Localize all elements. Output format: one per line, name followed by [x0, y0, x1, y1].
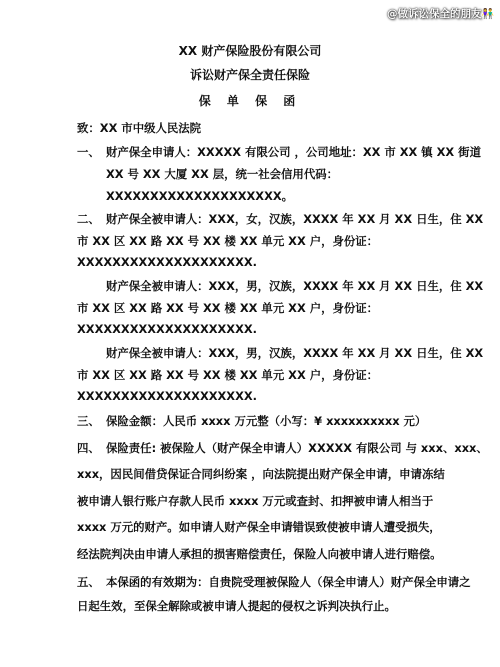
section-line: 保险责任: 被保险人（财产保全申请人）XXXXX 有限公司 与 xxx、xxx、: [106, 441, 488, 455]
section-number: 四、: [77, 441, 100, 455]
section-line: XXXXXXXXXXXXXXXXXXXX.: [77, 389, 257, 403]
insurance-product: 诉讼财产保全责任保险: [189, 68, 310, 82]
watermark-text: @做诉讼保全的朋友: [387, 8, 482, 20]
watermark: [387, 6, 494, 21]
section-line: 财产保全被申请人：XXX，男，汉族，XXXX 年 XX 月 XX 日生，住 XX: [106, 346, 484, 360]
section-line: XXXXXXXXXXXXXXXXXXXX.: [77, 322, 257, 336]
section-line: 财产保全申请人：XXXXX 有限公司 ，公司地址：XX 市 XX 镇 XX 街道: [106, 145, 481, 159]
section-line: 被申请人银行账户存款人民币 xxxx 万元或查封、扣押被申请人相当于: [77, 494, 434, 508]
company-name: XX 财产保险股份有限公司: [178, 44, 322, 58]
section-line: 市 XX 区 XX 路 XX 号 XX 楼 XX 单元 XX 户，身份证：: [77, 301, 379, 315]
section-line: XXXXXXXXXXXXXXXXXXXX。: [106, 189, 294, 203]
two-people-icon: 👫: [481, 9, 494, 20]
section-number: 五、: [77, 575, 100, 589]
section-line: xxx，因民间借贷保证合同纠纷案 ，向法院提出财产保全申请，申请冻结: [77, 467, 445, 481]
section-line: XX 号 XX 大厦 XX 层，统一社会信用代码：: [106, 167, 338, 181]
section-line: 经法院判决由申请人承担的损害赔偿责任，保险人向被申请人进行赔偿。: [77, 547, 442, 561]
addressee: 致：XX 市中级人民法院: [77, 121, 202, 135]
section-line: 本保函的有效期为：自贵院受理被保险人（保全申请人）财产保全申请之: [106, 575, 471, 589]
section-line: 日起生效，至保全解除或被申请人提起的侵权之诉判决执行止。: [77, 599, 396, 613]
section-number: 二、: [77, 212, 100, 226]
section-line: 市 XX 区 XX 路 XX 号 XX 楼 XX 单元 XX 户，身份证：: [77, 368, 379, 382]
section-line: xxxx 万元的财产。如申请人财产保全申请错误致使被申请人遭受损失，: [77, 520, 441, 534]
section-number: 一、: [77, 145, 100, 159]
document-title: 保 单 保 函: [198, 94, 302, 108]
section-line: 市 XX 区 XX 路 XX 号 XX 楼 XX 单元 XX 户，身份证：: [77, 234, 379, 248]
section-line: 财产保全被申请人：XXX，女，汉族，XXXX 年 XX 月 XX 日生，住 XX: [106, 212, 484, 226]
section-line: 保险金额：人民币 xxxx 万元整（小写：¥ xxxxxxxxxx 元）: [106, 414, 427, 428]
section-line: XXXXXXXXXXXXXXXXXXXX.: [77, 255, 257, 269]
section-number: 三、: [77, 414, 100, 428]
section-line: 财产保全被申请人：XXX，男，汉族，XXXX 年 XX 月 XX 日生，住 XX: [106, 279, 484, 293]
